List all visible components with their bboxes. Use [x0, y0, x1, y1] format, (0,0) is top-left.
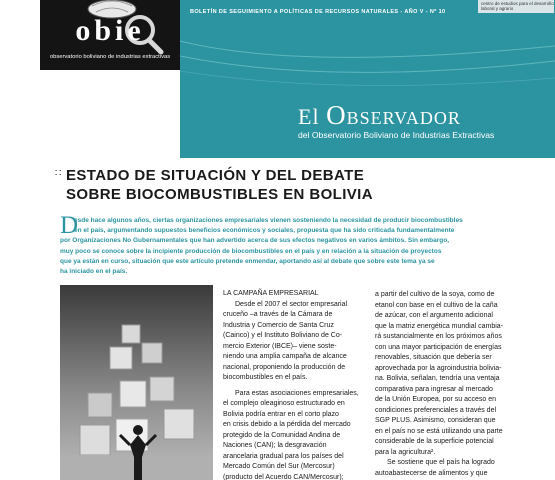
column-line: comparativa para ingresar al mercado — [375, 385, 493, 393]
column-line: Bolivia podría entrar en el corto plazo — [223, 410, 339, 418]
bulletin-title: BOLETÍN DE SEGUIMIENTO A POLÍTICAS DE RECURSOS NATURALES - AÑO V - Nº 10 — [190, 9, 446, 15]
column-line: cruceño –a través de la Cámara de — [223, 311, 333, 318]
column-line: para la agricultura². — [375, 448, 436, 456]
article-photo — [60, 285, 213, 480]
article-column-2 — [375, 290, 503, 479]
lead-line: ha iniciado en el país. — [60, 268, 128, 276]
column-line: protegido de la Comunidad Andina de — [223, 431, 341, 439]
title-band — [180, 24, 555, 158]
column-line: niendo una amplia campaña de alcance — [223, 353, 347, 360]
column-line: (Cainco) y el Instituto Boliviano de Co- — [223, 332, 343, 339]
column-line: que la matriz energética mundial cambia- — [375, 322, 504, 330]
publisher-box — [478, 0, 554, 13]
headline-line: SOBRE BIOCOMBUSTIBLES EN BOLIVIA — [66, 186, 373, 203]
column-line: rá sustancialmente en los próximos años — [375, 333, 502, 340]
headline-line: ESTADO DE SITUACIÓN Y DEL DEBATE — [66, 167, 365, 184]
lead-line: que ya están en curso, situación que este artículo pretende enmendar, aportando así al debate que sobre este tema ya se — [60, 257, 435, 265]
column-line: mercio Exterior (IBCE)– viene soste- — [223, 342, 337, 350]
column-line: arancelaria gradual para los países del — [223, 452, 344, 460]
column-line: na. Bolivia, señalan, tendría una ventaja — [375, 375, 500, 382]
column-line: Para estas asociaciones empresariales, — [235, 389, 359, 397]
column-line: el complejo oleaginoso estructurado en — [223, 400, 345, 407]
publisher-line: centro de estudios para el desarrollo — [481, 1, 554, 6]
column-line: con una mayor participación de energías — [375, 343, 502, 351]
column-line: en crisis debido a la pérdida del mercado — [223, 421, 351, 428]
column-line: Desde el 2007 el sector empresarial — [235, 300, 348, 308]
article-column-1 — [223, 289, 359, 480]
article-headline — [66, 166, 373, 204]
lead-line: muy poco se conoce sobre la incipiente producción de biocombustibles en el país y en relación a la situación de proyectos — [60, 247, 442, 255]
column-line: etanol con base en el cultivo de la caña — [375, 301, 498, 309]
column-line: aprovechada por la agroindustria bolivia- — [375, 364, 502, 372]
magazine-subtitle: del Observatorio Boliviano de Industrias Extractivas — [298, 130, 495, 140]
lead-line: por Organizaciones No Gubernamentales que han advertido acerca de sus efectos negativos en varios ámbitos. Sin embargo, — [60, 237, 450, 245]
column-line: Mercado Común del Sur (Mercosur) — [223, 463, 335, 470]
column-line: nacional, proponiendo la producción de — [223, 363, 346, 371]
publisher-line: laboral y agrario — [481, 6, 514, 12]
logo-tagline: observatorio boliviano de industrias extractivas — [49, 54, 171, 60]
magazine-title-rest: BSERVADOR — [346, 108, 461, 128]
decorative-lines — [180, 36, 555, 96]
column-line: Naciones (CAN); la desgravación — [223, 442, 327, 449]
column-line: condiciones preferenciales a través del — [375, 406, 497, 414]
column-line: a partir del cultivo de la soya, como de — [375, 291, 495, 298]
column-line: Se sostiene que el país ha logrado — [387, 459, 495, 466]
column-line: LA CAMPAÑA EMPRESARIAL — [223, 290, 319, 297]
magazine-title — [298, 100, 461, 130]
drop-cap: D — [60, 212, 79, 239]
column-line: de la Unión Europea, por su acceso en — [375, 396, 497, 403]
column-line: de azúcar, con el argumento adicional — [375, 312, 493, 319]
obie-logo — [40, 0, 180, 70]
column-line: (producto del Acuerdo CAN/Mercosur); — [223, 473, 344, 480]
section-marker: ∷ — [55, 168, 62, 179]
article-lead — [60, 212, 522, 277]
column-line: autoabastecerse de alimentos y que — [375, 469, 488, 477]
column-line: renovables, situación que debería ser — [375, 354, 492, 361]
column-line: en el país no se está utilizando una parte — [375, 427, 503, 435]
magazine-title-cap: O — [326, 100, 347, 130]
lead-line: en el país, argumentando supuestos beneficios económicos y sociales, propuesta que ha sido criticada fundamentalmente — [74, 227, 455, 235]
column-line: considerable de la superficie potencial — [375, 438, 494, 445]
magazine-title-lead: El — [298, 104, 320, 129]
column-line: SGP PLUS. Asimismo, consideran que — [375, 417, 496, 424]
photo-cubes-illustration — [60, 285, 213, 480]
column-line: biocombustibles en el país. — [223, 374, 308, 381]
logo-wordmark: obie — [75, 14, 145, 47]
lead-line: esde hace algunos años, ciertas organizaciones empresariales vienen sosteniendo la necesidad de producir biocombustibles — [74, 217, 463, 224]
column-line: Industria y Comercio de Santa Cruz — [223, 321, 334, 329]
